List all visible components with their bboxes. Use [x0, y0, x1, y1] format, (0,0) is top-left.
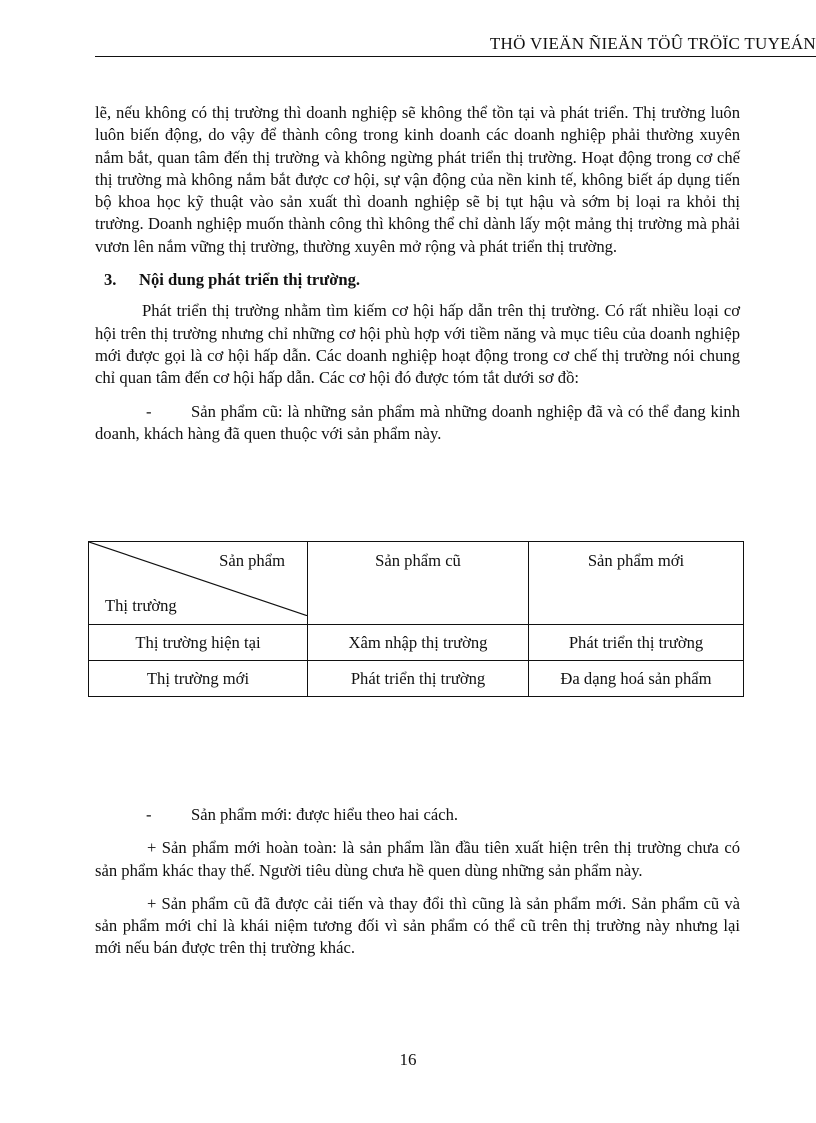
matrix-cell: Phát triển thị trường	[529, 625, 744, 661]
col-header-new-product: Sản phẩm mới	[529, 542, 744, 625]
section-number: 3.	[104, 270, 117, 290]
matrix-cell: Xâm nhập thị trường	[308, 625, 529, 661]
paragraph-1: lẽ, nếu không có thị trường thì doanh nghiệp sẽ không thể tồn tại và phát triển. Thị trường luôn luôn biến động, do vậy để thành công trong kinh doanh các doanh nghiệp phải thường xuyên nắm bắt, quan tâm đến thị trường và không ngừng phát triển thị trường. Hoạt động trong cơ chế thị trường mà không nắm bắt được cơ hội, sự vận động của nền kinh tế, không biết áp dụng tiến bộ khoa học kỹ thuật vào sản xuất thì doanh nghiệp sẽ bị tụt hậu và sớm bị loại ra khỏi thị trường. Doanh nghiệp muốn thành công thì không thể chỉ dành lấy một mảng thị trường mà phải vươn lên nắm vững thị trường, thường xuyên mở rộng và phát triển thị trường.	[95, 103, 740, 256]
bullet-new-text: Sản phẩm mới: được hiểu theo hai cách.	[191, 805, 459, 824]
bullet-old-text: Sản phẩm cũ: là những sản phẩm mà những doanh nghiệp đã và có thể đang kinh doanh, khách hàng đã quen thuộc với sản phẩm này.	[95, 401, 740, 443]
section-title: Nội dung phát triển thị trường.	[139, 270, 361, 290]
product-market-matrix	[88, 541, 744, 697]
bullet-old-product	[95, 401, 740, 446]
row-label: Thị trường hiện tại	[89, 625, 308, 661]
row-label: Thị trường mới	[89, 661, 308, 697]
matrix-cell: Phát triển thị trường	[308, 661, 529, 697]
body-section-1	[95, 102, 740, 445]
paragraph-2: Phát triển thị trường nhằm tìm kiếm cơ hội hấp dẫn trên thị trường. Có rất nhiều loại cơ hội trên thị trường nhưng chỉ những cơ hội phù hợp với tiềm năng và mục tiêu của doanh nghiệp mới được gọi là cơ hội hấp dẫn. Các doanh nghiệp hoạt động trong cơ chế thị trường nói chung chỉ quan tâm đến cơ hội hấp dẫn. Các cơ hội đó được tóm tắt dưới sơ đồ:	[95, 301, 740, 388]
page-header	[95, 30, 816, 57]
matrix-row-new-market	[89, 661, 744, 697]
corner-label-product: Sản phẩm	[219, 551, 285, 570]
matrix-row-current-market	[89, 625, 744, 661]
body-section-2	[95, 804, 740, 960]
dash-marker: -	[146, 805, 152, 824]
header-title: THÖ VIEÄN ÑIEÄN TÖÛ TRÖÏC TUYEÁN	[489, 34, 816, 53]
section-heading	[95, 269, 740, 291]
col-header-old-product: Sản phẩm cũ	[308, 542, 529, 625]
corner-label-market: Thị trường	[105, 596, 177, 615]
plus-item-1: + Sản phẩm mới hoàn toàn: là sản phẩm lần đầu tiên xuất hiện trên thị trường chưa có sản phẩm khác thay thế. Người tiêu dùng chưa hề quen dùng những sản phẩm này.	[95, 838, 740, 880]
dash-marker: -	[146, 401, 152, 421]
plus-item-2: + Sản phẩm cũ đã được cải tiến và thay đổi thì cũng là sản phẩm mới. Sản phẩm cũ và sản phẩm mới chỉ là khái niệm tương đối vì sản phẩm có thể cũ trên thị trường này nhưng lại mới nếu bán được trên thị trường khác.	[95, 893, 740, 958]
bullet-new-product	[95, 804, 740, 826]
matrix-corner-cell	[89, 542, 308, 625]
matrix-header-row	[89, 542, 744, 625]
matrix-cell: Đa dạng hoá sản phẩm	[529, 661, 744, 697]
page-number: 16	[399, 1050, 417, 1069]
